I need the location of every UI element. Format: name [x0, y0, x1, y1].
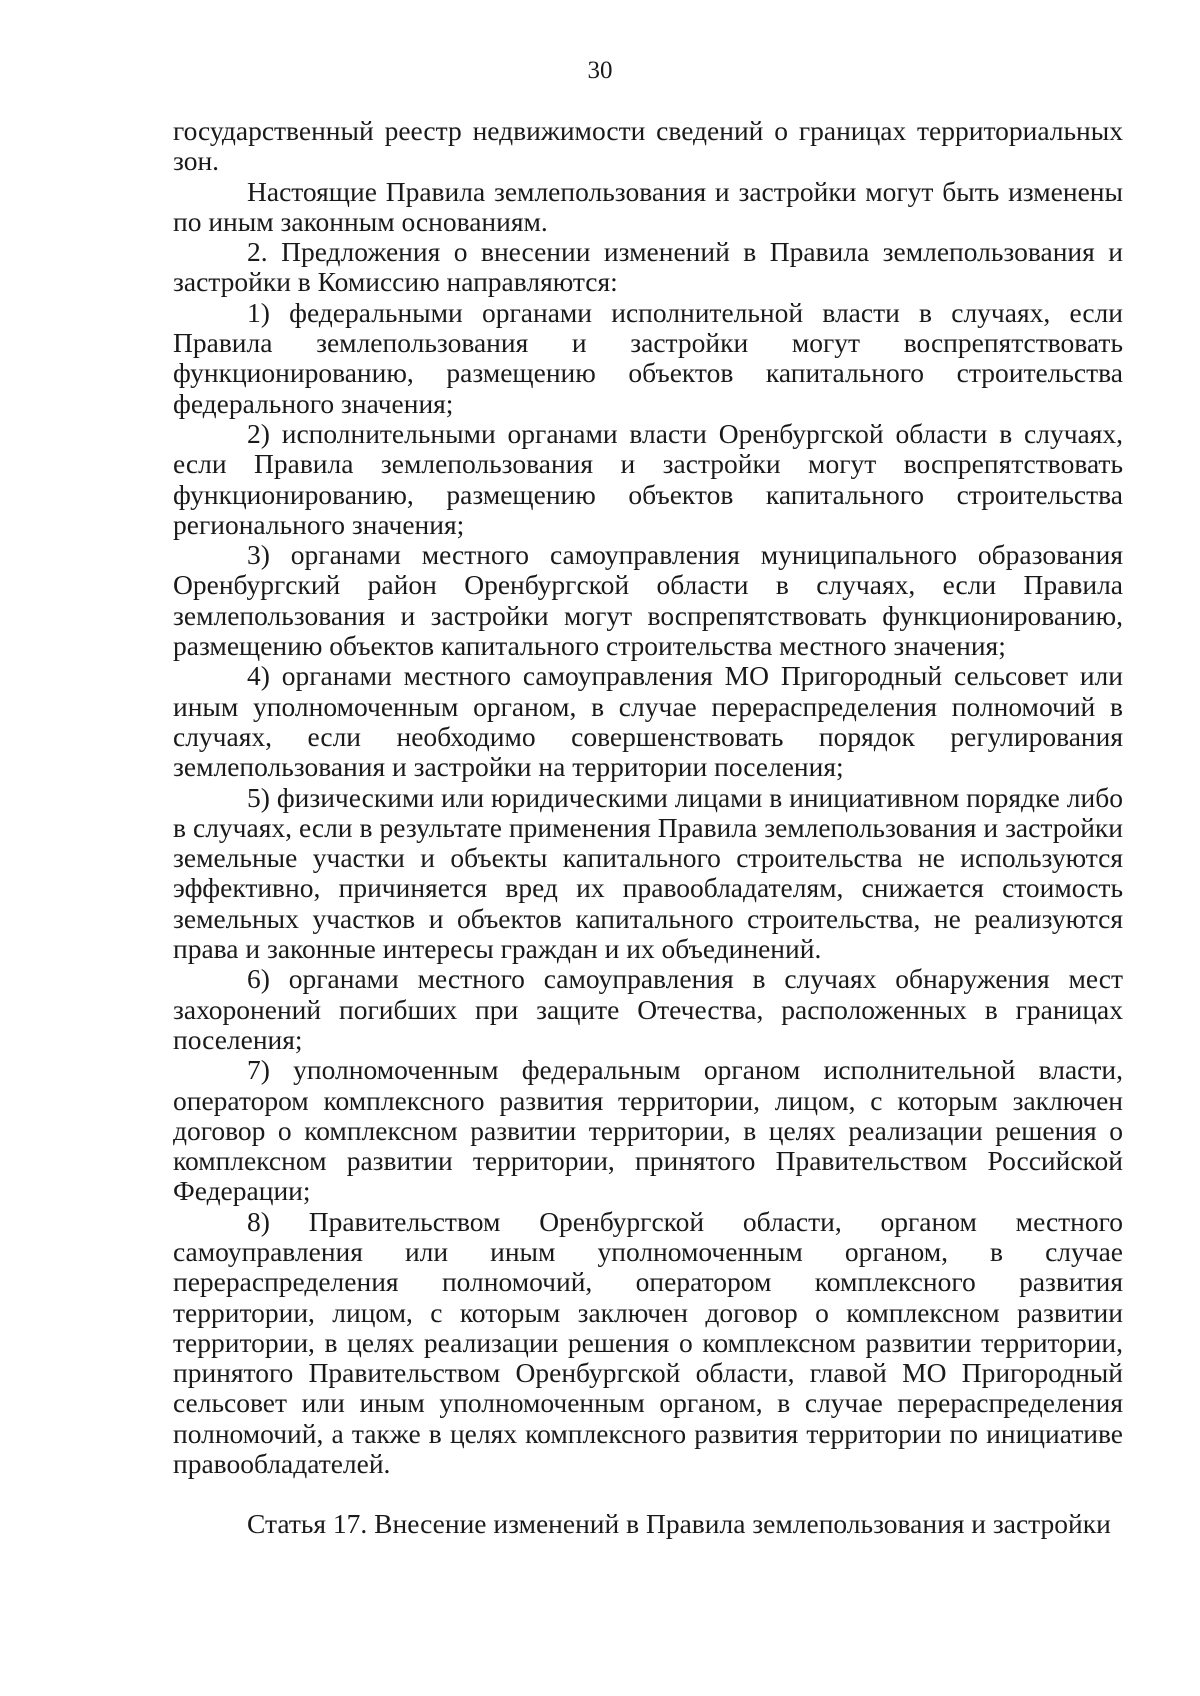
list-item-1: 1) федеральными органами исполнительной власти в случаях, если Правила землепользования и застройки могут воспрепятствовать функционированию, размещению объектов капитального строительства федерального значения; [173, 296, 1123, 419]
paragraph-continuation: государственный реестр недвижимости сведений о границах территориальных зон. [173, 115, 1123, 177]
list-item-6: 6) органами местного самоуправления в случаях обнаружения мест захоронений погибших при защите Отечества, расположенных в границах поселения; [173, 963, 1123, 1055]
list-item-2: 2) исполнительными органами власти Оренбургской области в случаях, если Правила землепользования и застройки могут воспрепятствовать функционированию, размещению объектов капитального строительства регионального значения; [173, 417, 1123, 540]
paragraph-item-2: 2. Предложения о внесении изменений в Правила землепользования и застройки в Комиссию направляются: [173, 236, 1123, 298]
page-number: 30 [587, 57, 613, 84]
list-item-3: 3) органами местного самоуправления муниципального образования Оренбургский район Оренбургской области в случаях, если Правила землепользования и застройки могут воспрепятствовать функционированию, размещению объектов капитального строительства местного значения; [173, 539, 1123, 662]
article-heading: Статья 17. Внесение изменений в Правила землепользования и застройки [247, 1508, 1111, 1540]
list-item-5: 5) физическими или юридическими лицами в инициативном порядке либо в случаях, если в результате применения Правила землепользования и застройки земельные участки и объекты капитального строительства не используются эффективно, причиняется вред их правообладателям, снижается стоимость земельных участков и объектов капитального строительства, не реализуются права и законные интересы граждан и их объединений. [173, 781, 1123, 965]
list-item-8: 8) Правительством Оренбургской области, органом местного самоуправления или иным уполномоченным органом, в случае перераспределения полномочий, оператором комплексного развития территории, лицом, с которым заключен договор о комплексном развитии территории, в целях реализации решения о комплексном развитии территории, принятого Правительством Оренбургской области, главой МО Пригородный сельсовет или иным уполномоченным органом, в случае перераспределения полномочий, а также в целях комплексного развития территории по инициативе правообладателей. [173, 1205, 1123, 1480]
list-item-7: 7) уполномоченным федеральным органом исполнительной власти, оператором комплексного развития территории, лицом, с которым заключен договор о комплексном развитии территории, в целях реализации решения о комплексном развитии территории, принятого Правительством Российской Федерации; [173, 1054, 1123, 1207]
list-item-4: 4) органами местного самоуправления МО Пригородный сельсовет или иным уполномоченным органом, в случае перераспределения полномочий в случаях, если необходимо совершенствовать порядок регулирования землепользования и застройки на территории поселения; [173, 660, 1123, 783]
paragraph-amendment-note: Настоящие Правила землепользования и застройки могут быть изменены по иным законным основаниям. [173, 175, 1123, 237]
document-body [173, 116, 1123, 1540]
